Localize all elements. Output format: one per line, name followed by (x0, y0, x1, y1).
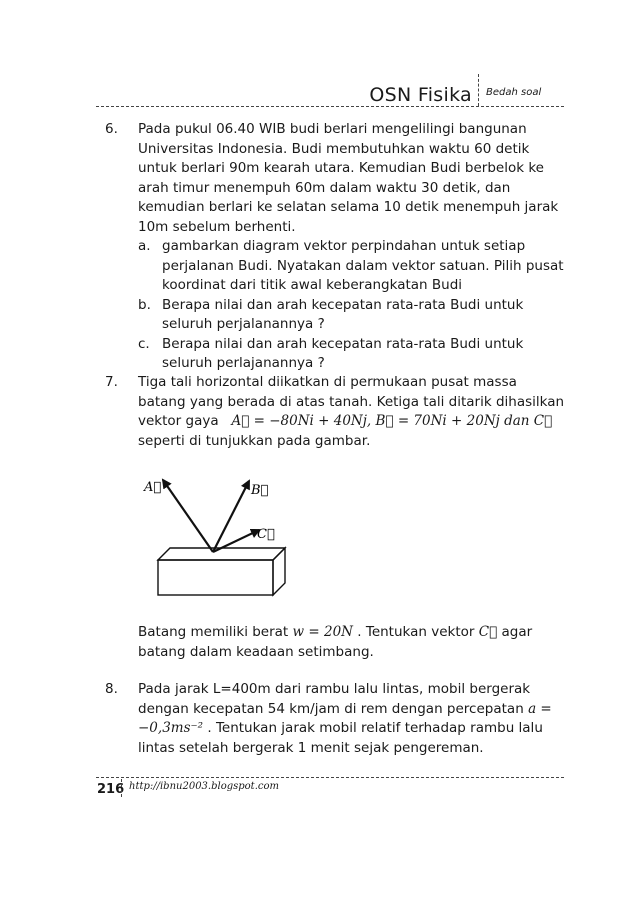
question-body (138, 120, 568, 374)
footer-rule (96, 777, 564, 778)
question-body (138, 373, 568, 451)
footer-divider (121, 779, 122, 797)
vector-b-arrow (213, 481, 249, 552)
sub-item-text: Berapa nilai dan arah kecepatan rata-rata Budi untuk seluruh perlajanannya ? (162, 335, 524, 371)
sub-item-letter: b. (138, 296, 151, 313)
acceleration-formula: a = −0,3ms⁻² (138, 700, 552, 736)
question-text-line: . Tentukan jarak mobil relatif terhadap rambu lalu lintas setelah bergerak 1 menit sejak pengereman. (138, 720, 543, 756)
sub-item-letter: c. (138, 335, 150, 352)
question-number: 8. (105, 681, 118, 697)
vector-c-label: C⃗ (257, 527, 275, 542)
block-box (158, 548, 285, 595)
header-rule (96, 106, 564, 107)
sub-item-letter: a. (138, 238, 151, 254)
question-number: 6. (105, 121, 118, 137)
vector-c-symbol: C⃗ (478, 624, 498, 640)
footer-url-link[interactable]: http://ibnu2003.blogspot.com (129, 781, 279, 792)
vector-b-label: B⃗ (251, 483, 269, 498)
question-text: Pada pukul 06.40 WIB budi berlari mengelilingi bangunan Universitas Indonesia. Budi membutuhkan waktu 60 detik untuk berlari 90m kearah utara. Kemudian Budi berbelok ke arah timur menempuh 60m dalam waktu 30 detik, dan kemudian berlari ke selatan selama 10 detik menempuh jarak 10m sebelum berhenti. (138, 121, 559, 235)
sub-item-text: Berapa nilai dan arah kecepatan rata-rata Budi untuk seluruh perjalanannya ? (162, 296, 524, 332)
sub-item-c (138, 335, 568, 374)
force-diagram (140, 468, 290, 608)
question-text-line: Batang memiliki berat (138, 624, 289, 640)
force-vectors-formula: A⃗ = −80Ni + 40Nj, B⃗ = 70Ni + 20Nj dan C⃗ (231, 413, 553, 429)
question-text-line: Tiga tali horizontal diikatkan di permukaan pusat massa batang yang berada di atas tanah. Ketiga tali ditarik dihasilkan vektor (138, 374, 565, 429)
question-text-line: Pada jarak L=400m dari rambu lalu lintas, mobil bergerak dengan kecepatan 54 km/jam di rem dengan percepatan (138, 681, 531, 717)
vector-a-arrow (163, 480, 213, 552)
header-subtitle: Bedah soal (486, 87, 542, 98)
sub-item-text: gambarkan diagram vektor perpindahan untuk setiap perjalanan Budi. Nyatakan dalam vektor satuan. Pilih pusat koordinat dari titik awal keberangkatan Budi (162, 238, 564, 293)
sub-item-a (138, 237, 568, 296)
question-body (138, 623, 568, 662)
vector-a-label: A⃗ (144, 480, 162, 495)
question-text-line: agar batang dalam keadaan setimbang. (138, 624, 533, 660)
question-text-line: . Tentukan vektor (357, 624, 475, 640)
vector-c-arrow (213, 530, 259, 552)
question-text-line: seperti di tunjukkan pada gambar. (138, 432, 371, 449)
header-title: OSN Fisika (369, 84, 472, 106)
header-divider (478, 74, 479, 106)
question-text (138, 373, 568, 451)
page-number: 216 (97, 782, 125, 797)
question-body (138, 680, 568, 758)
page-header (96, 74, 564, 106)
weight-formula: w = 20N (292, 624, 353, 640)
sub-item-b (138, 296, 568, 335)
question-number: 7. (105, 374, 118, 390)
gaya-label: gaya (185, 413, 219, 429)
